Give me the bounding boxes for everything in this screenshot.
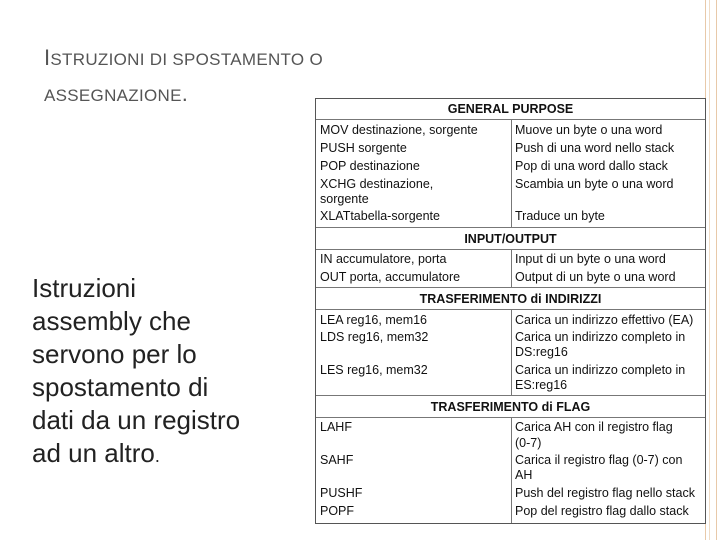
table-cell: XLATtabella-sorgente [320, 209, 440, 223]
table-cell: Muove un byte o una word [515, 123, 663, 137]
table-cell: sorgente [320, 192, 369, 206]
table-cell: PUSHF [320, 486, 363, 500]
section-title-io: INPUT/OUTPUT [316, 229, 705, 250]
table-cell: Push del registro flag nello stack [515, 486, 695, 500]
table-cell: POP destinazione [320, 159, 420, 173]
body-text [32, 272, 302, 473]
table-cell: LES reg16, mem32 [320, 363, 428, 377]
table-cell: Input di un byte o una word [515, 252, 666, 266]
section-title-general: GENERAL PURPOSE [316, 99, 705, 120]
title-initial: I [44, 45, 51, 70]
table-cell: LDS reg16, mem32 [320, 330, 429, 344]
body-line-last [32, 437, 302, 473]
section-title-addresses: TRASFERIMENTO di INDIRIZZI [316, 289, 705, 310]
table-cell: OUT porta, accumulatore [320, 270, 461, 284]
title-line-1-text: STRUZIONI DI SPOSTAMENTO O [50, 50, 323, 69]
table-cell: AH [515, 468, 533, 482]
table-cell: POPF [320, 504, 355, 518]
table-cell: Traduce un byte [515, 209, 605, 223]
column-divider [511, 119, 512, 227]
table-cell: DS:reg16 [515, 345, 568, 359]
instruction-table [315, 98, 706, 524]
table-cell: Scambia un byte o una word [515, 177, 674, 191]
column-divider [511, 249, 512, 287]
table-cell: XCHG destinazione, [320, 177, 434, 191]
table-cell: MOV destinazione, sorgente [320, 123, 478, 137]
body-end-dot: . [154, 446, 160, 466]
table-cell: Carica il registro flag (0-7) con [515, 453, 683, 467]
column-divider [511, 309, 512, 395]
column-divider [511, 417, 512, 523]
table-cell: Carica un indirizzo completo in [515, 363, 686, 377]
table-cell: Pop del registro flag dallo stack [515, 504, 689, 518]
table-cell: SAHF [320, 453, 354, 467]
title-line-2-text: ASSEGNAZIONE [44, 86, 182, 105]
body-line: ad un altro [32, 438, 155, 468]
table-cell: ES:reg16 [515, 378, 568, 392]
body-line: Istruzioni [32, 273, 137, 303]
body-line: assembly che [32, 306, 191, 336]
table-cell: Push di una word nello stack [515, 141, 675, 155]
body-line: dati da un registro [32, 405, 241, 435]
table-cell: Carica un indirizzo completo in [515, 330, 686, 344]
table-cell: LAHF [320, 420, 352, 434]
decorative-border-inner [709, 0, 713, 540]
table-cell: Carica AH con il registro flag [515, 420, 673, 434]
table-cell: (0-7) [515, 436, 542, 450]
body-line: servono per lo [32, 339, 197, 369]
row-divider [316, 227, 705, 228]
title-end-dot: . [181, 81, 189, 106]
row-divider [316, 287, 705, 288]
table-cell: PUSH sorgente [320, 141, 407, 155]
table-cell: Carica un indirizzo effettivo (EA) [515, 313, 694, 327]
section-title-flag: TRASFERIMENTO di FLAG [316, 397, 705, 418]
table-cell: LEA reg16, mem16 [320, 313, 428, 327]
row-divider [316, 395, 705, 396]
title-line-2 [44, 74, 188, 116]
body-line: spostamento di [32, 372, 209, 402]
table-cell: Pop di una word dallo stack [515, 159, 668, 173]
table-cell: Output di un byte o una word [515, 270, 676, 284]
table-cell: IN accumulatore, porta [320, 252, 447, 266]
